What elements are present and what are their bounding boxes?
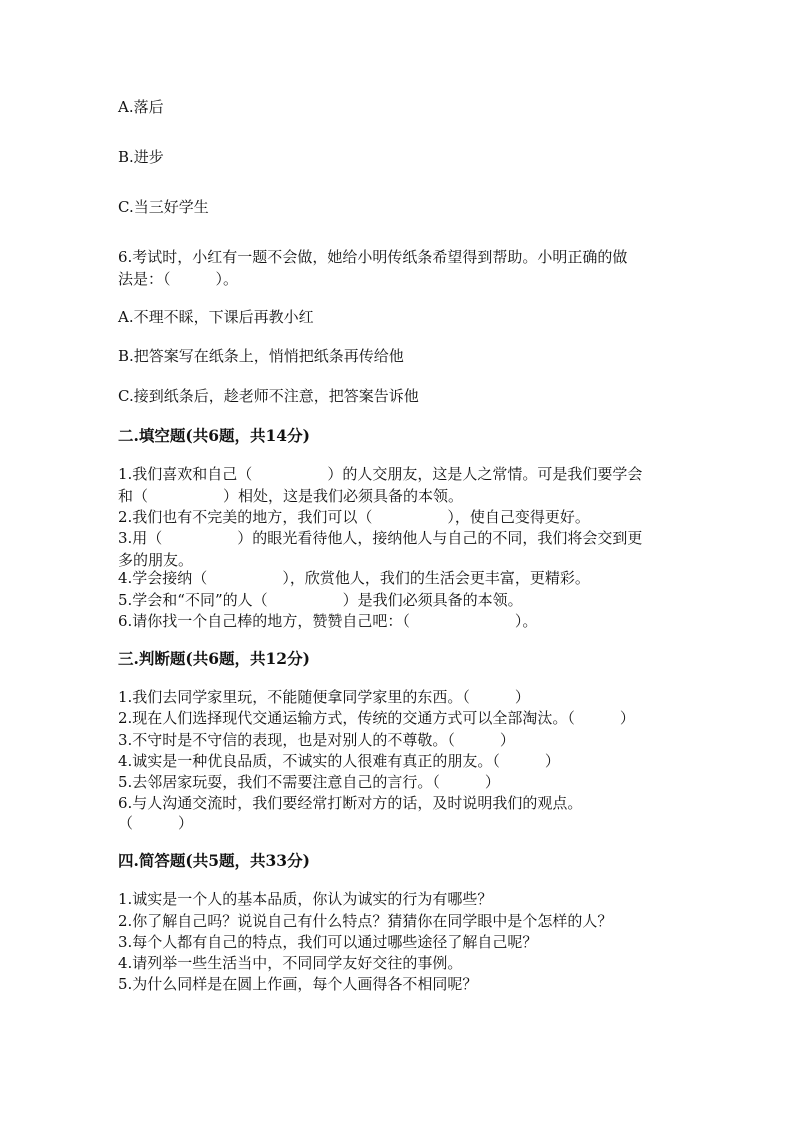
short-answer-line: 2.你了解自己吗？说说自己有什么特点？猜猜你在同学眼中是个怎样的人？ xyxy=(118,912,613,930)
fill-blank-line: 和（ ）相处，这是我们必须具备的本领。 xyxy=(118,487,464,505)
true-false-line: 6.与人沟通交流时，我们要经常打断对方的话，及时说明我们的观点。 xyxy=(118,794,583,812)
section-true-false-title: 三.判断题(共6题，共12分) xyxy=(118,649,310,668)
short-answer-line: 4.请列举一些生活当中，不同同学友好交往的事例。 xyxy=(118,954,463,972)
fill-blank-line: 6.请你找一个自己棒的地方，赞赞自己吧：（ ）。 xyxy=(118,612,538,630)
true-false-line: 2.现在人们选择现代交通运输方式，传统的交通方式可以全部淘汰。（ ） xyxy=(118,709,635,727)
fill-blank-line: 2.我们也有不完美的地方，我们可以（ ），使自己变得更好。 xyxy=(118,508,590,526)
short-answer-line: 3.每个人都有自己的特点，我们可以通过哪些途径了解自己呢？ xyxy=(118,933,538,951)
fill-blank-line: 5.学会和“不同”的人（ ）是我们必须具备的本领。 xyxy=(118,591,523,609)
q6-option-c: C.接到纸条后，趁老师不注意，把答案告诉他 xyxy=(118,387,419,405)
true-false-line: 5.去邻居家玩耍，我们不需要注意自己的言行。（ ） xyxy=(118,773,500,791)
q5-option-c: C.当三好学生 xyxy=(118,198,209,216)
section-fill-blank-title: 二.填空题(共6题，共14分) xyxy=(118,426,310,445)
q6-stem-line-1: 6.考试时，小红有一题不会做，她给小明传纸条希望得到帮助。小明正确的做 xyxy=(118,248,628,266)
true-false-line: 1.我们去同学家里玩，不能随便拿同学家里的东西。（ ） xyxy=(118,688,530,706)
short-answer-line: 1.诚实是一个人的基本品质，你认为诚实的行为有哪些？ xyxy=(118,890,493,908)
q6-option-b: B.把答案写在纸条上，悄悄把纸条再传给他 xyxy=(118,347,404,365)
true-false-line: （ ） xyxy=(118,814,194,832)
fill-blank-line: 3.用（ ）的眼光看待他人，接纳他人与自己的不同，我们将会交到更 xyxy=(118,529,643,547)
fill-blank-line: 1.我们喜欢和自己（ ）的人交朋友，这是人之常情。可是我们要学会 xyxy=(118,465,643,483)
fill-blank-line: 4.学会接纳（ ），欣赏他人，我们的生活会更丰富，更精彩。 xyxy=(118,569,590,587)
true-false-line: 3.不守时是不守信的表现，也是对别人的不尊敬。（ ） xyxy=(118,731,515,749)
short-answer-line: 5.为什么同样是在圆上作画，每个人画得各不相同呢？ xyxy=(118,975,478,993)
fill-blank-line: 多的朋友。 xyxy=(118,551,194,569)
q5-option-a: A.落后 xyxy=(118,98,164,116)
section-short-answer-title: 四.简答题(共5题，共33分) xyxy=(118,851,310,870)
q6-option-a: A.不理不睬，下课后再教小红 xyxy=(118,308,314,326)
q5-option-b: B.进步 xyxy=(118,148,164,166)
true-false-line: 4.诚实是一种优良品质，不诚实的人很难有真正的朋友。（ ） xyxy=(118,752,560,770)
q6-stem-line-2: 法是：（ ）。 xyxy=(118,270,239,288)
